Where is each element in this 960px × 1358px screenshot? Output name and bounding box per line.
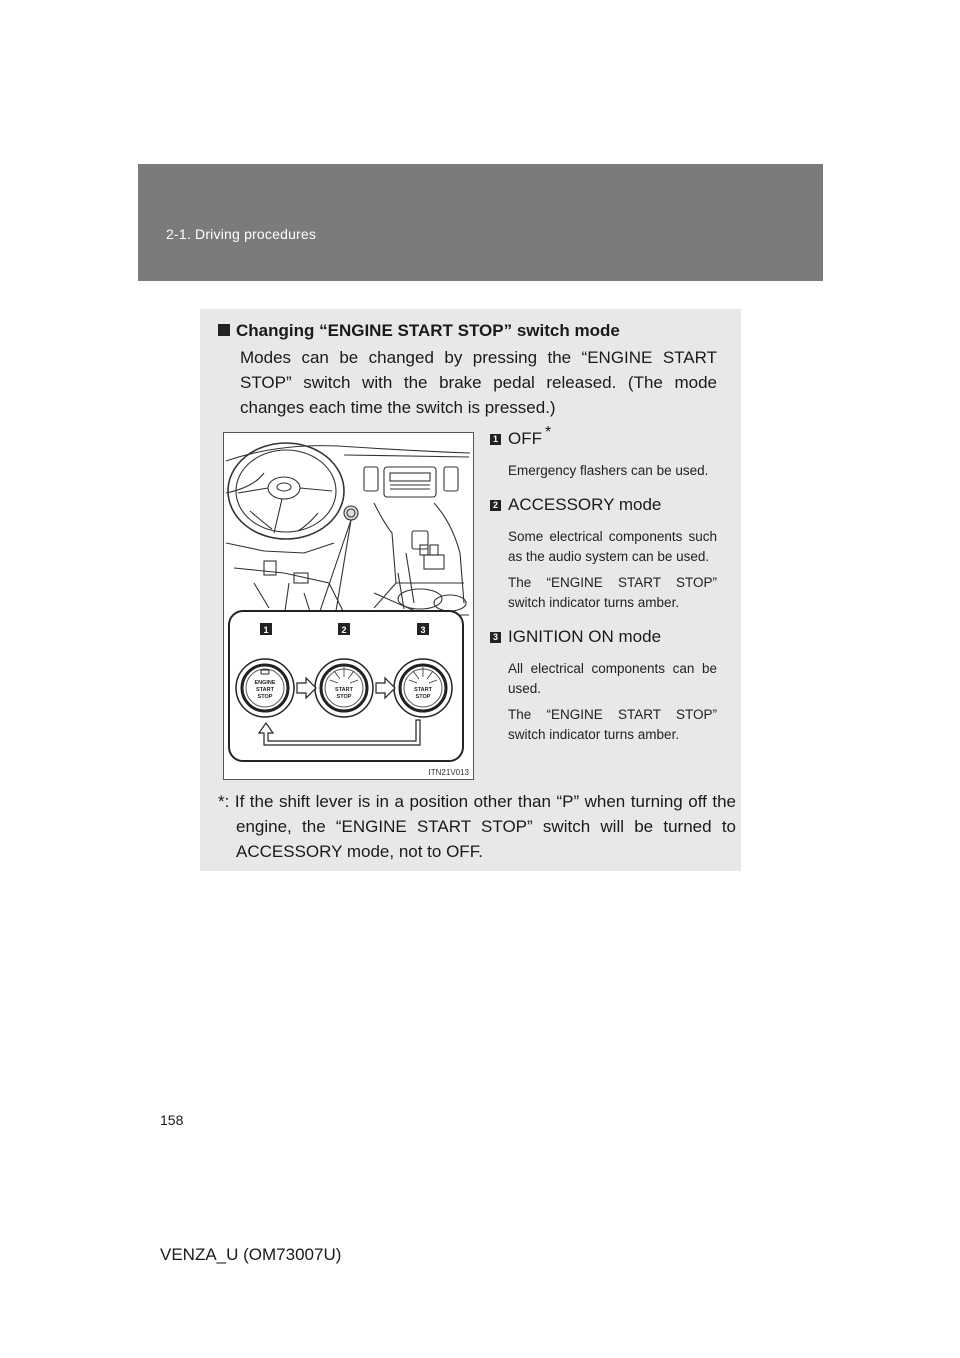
svg-text:STOP: STOP	[257, 694, 273, 700]
square-bullet-icon	[218, 324, 230, 336]
mode-number-1: 1	[490, 434, 501, 445]
figure-code: ITN21V013	[428, 768, 469, 777]
section-header-bar	[138, 164, 823, 281]
mode-description: All electrical components can be used.	[508, 661, 717, 696]
callout-3: 3	[420, 625, 426, 635]
mode-title-ignition-on: IGNITION ON mode	[508, 627, 662, 646]
mode-title-accessory: ACCESSORY mode	[508, 495, 662, 514]
section-heading-text: Changing “ENGINE START STOP” switch mode	[236, 321, 620, 340]
svg-text:START: START	[335, 687, 353, 693]
footnote: *: If the shift lever is in a position other than “P” when turning off the engine, the “ENGINE START STOP” switch will be turned to ACCESSORY mode, not to OFF.	[218, 792, 736, 861]
dashboard-illustration	[223, 432, 474, 780]
mode-title-off: OFF	[508, 429, 542, 448]
info-panel	[200, 309, 741, 871]
mode-description: The “ENGINE START STOP” switch indicator turns amber.	[508, 575, 717, 610]
mode-item-ignition-on	[490, 627, 717, 745]
svg-text:STOP: STOP	[336, 694, 352, 700]
intro-paragraph: Modes can be changed by pressing the “ENGINE START STOP” switch with the brake pedal released. (The mode changes each time the switch is pressed.)	[240, 348, 717, 417]
callout-1: 1	[263, 625, 269, 635]
dashboard-illustration-svg	[224, 433, 473, 779]
engine-start-stop-button-ignition-on	[394, 659, 452, 717]
section-title: 2-1. Driving procedures	[166, 226, 317, 242]
mode-description: Some electrical components such as the audio system can be used.	[508, 529, 717, 564]
mode-item-off	[490, 424, 717, 481]
mode-description: The “ENGINE START STOP” switch indicator turns amber.	[508, 707, 717, 742]
page-number: 158	[160, 1112, 184, 1128]
mode-item-accessory	[490, 495, 717, 613]
document-code: VENZA_U (OM73007U)	[160, 1245, 342, 1264]
svg-text:START: START	[414, 687, 432, 693]
asterisk-marker: *	[545, 424, 552, 441]
callout-2: 2	[341, 625, 347, 635]
mode-number-2: 2	[490, 500, 501, 511]
engine-start-stop-button-accessory	[315, 659, 373, 717]
svg-text:START: START	[256, 687, 274, 693]
mode-description: Emergency flashers can be used.	[508, 463, 709, 478]
mode-number-3: 3	[490, 632, 501, 643]
svg-text:STOP: STOP	[415, 694, 431, 700]
engine-start-stop-button-off	[236, 659, 294, 717]
svg-text:ENGINE: ENGINE	[254, 680, 276, 686]
section-heading	[218, 321, 620, 341]
mode-list	[490, 424, 717, 759]
